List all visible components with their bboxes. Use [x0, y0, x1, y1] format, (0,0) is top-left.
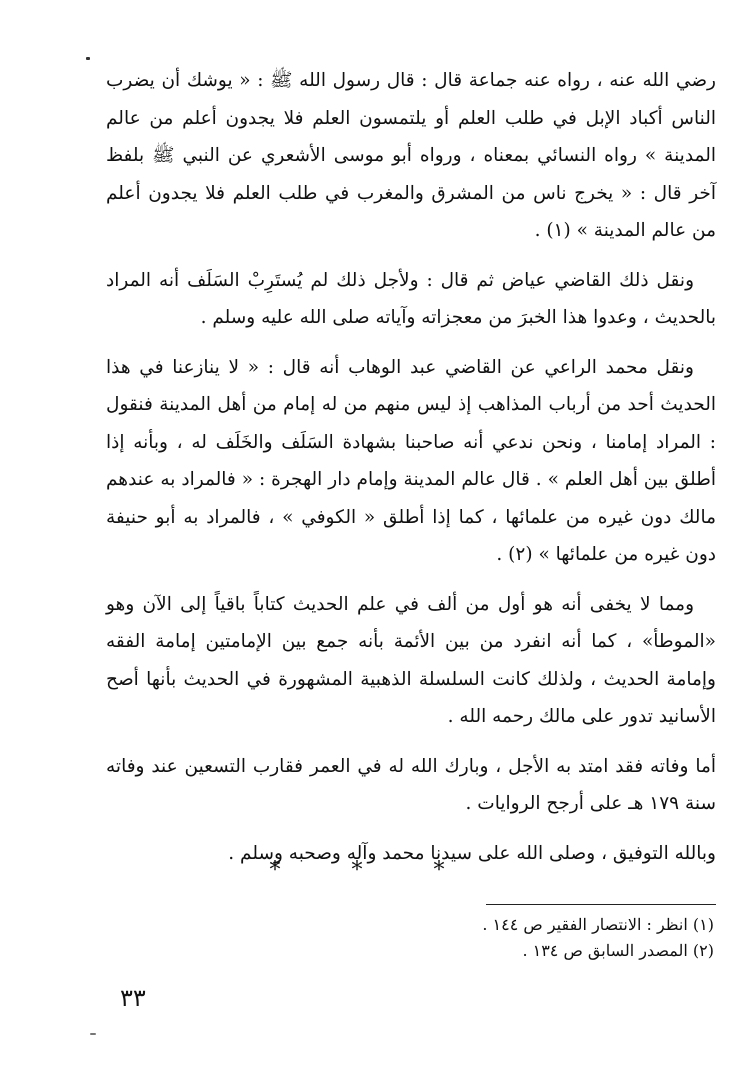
footnotes: [104, 912, 714, 964]
scan-speck: [86, 57, 90, 60]
footnote-2: (٢) المصدر السابق ص ١٣٤ .: [522, 941, 714, 960]
footnote-divider: [486, 904, 716, 905]
footnote-1: (١) انظر : الانتصار الفقير ص ١٤٤ .: [482, 915, 714, 934]
page-number: ٣٣: [120, 984, 146, 1012]
paragraph-abd-al-wahhab: ونقل محمد الراعي عن القاضي عبد الوهاب أنه قال : « لا ينازعنا في هذا الحديث أحد من أرباب المذاهب إذ ليس منهم من له إمام من أهل المدينة فنقول : المراد إمامنا ، ونحن ندعي أنه صاحبنا بشهادة السَلَف والخَلَف له ، وبأنه إذا أطلق بين أهل العلم » . قال عالم المدينة وإمام دار الهجرة : « فالمراد به عندهم مالك دون غيره من علمائها ، كما إذا أطلق « الكوفي » ، فالمراد به أبو حنيفة دون غيره من علمائها » (٢) .: [106, 356, 716, 565]
paragraph-qadi-iyad: ونقل ذلك القاضي عياض ثم قال : ولأجل ذلك لم يُستَرِبْ السَلَف أنه المراد بالحديث ، وعدوا هذا الخبرَ من معجزاته وآياته صلى الله عليه وسلم .: [106, 269, 716, 328]
paragraph-muwatta: ومما لا يخفى أنه هو أول من ألف في علم الحديث كتاباً باقياً إلى الآن وهو «الموطأ» ، كما أنه انفرد من بين الأئمة بأنه جمع بين الإمامتين إمامة الفقه وإمامة الحديث ، ولذلك كانت السلسلة الذهبية المشهورة في الحديث بأنها أصح الأسانيد تدور على مالك رحمه الله .: [106, 593, 716, 727]
section-separator: * * *: [269, 858, 477, 883]
main-text: [106, 62, 716, 884]
paragraph-death: أما وفاته فقد امتد به الأجل ، وبارك الله له في العمر فقارب التسعين عند وفاته سنة ١٧٩ هـ على أرجح الروايات .: [106, 755, 716, 814]
paragraph-hadith: رضي الله عنه ، رواه عنه جماعة قال : قال رسول الله ﷺ : « يوشك أن يضرب الناس أكباد الإبل في طلب العلم أو يلتمسون العلم فلا يجدون أعلم من عالم المدينة » رواه النسائي بمعناه ، ورواه أبو موسى الأشعري عن النبي ﷺ بلفظ آخر قال : « يخرج ناس من المشرق والمغرب في طلب العلم فلا يجدون أعلم من عالم المدينة » (١) .: [106, 70, 716, 241]
scan-speck: [90, 1033, 96, 1035]
paragraph-closing: وبالله التوفيق ، وصلى الله على سيدنا محمد وآله وصحبه وسلم .: [228, 842, 716, 864]
